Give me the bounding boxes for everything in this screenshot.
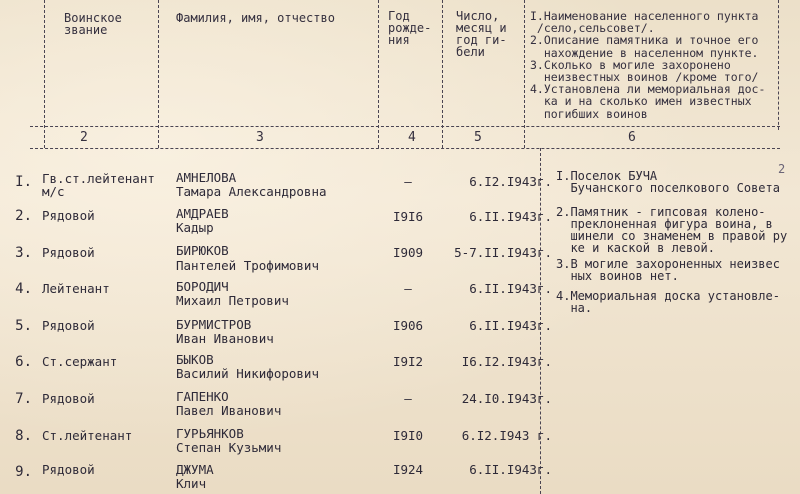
rank: Рядовой [42,391,95,406]
rank: Рядовой [42,208,95,223]
header-death-date: Число, месяц и год ги- бели [456,9,507,59]
surname: АМДРАЕВ [176,206,229,221]
header-rule [30,148,780,149]
death-date: 6.I2.I943 г. [461,428,552,443]
given-names: Тамара Александровна [176,184,327,199]
header-burial-info: I.Наименование населенного пункта /село,сельсовет/. 2.Описание памятника и точное его нахождение в населенном пункте. 3.Сколько в могиле захоронено неизвестных воинов /кроме того/ 4.Установлена ли мемориальная дос- ка и на сколько имен известных погибших воинов [530,9,766,121]
birth-year: I909 [392,245,424,260]
note-monument: 2.Памятник - гипсовая коленo- преклоненная фигура воина, в шинели со знаменем в правой ру ке и каской в левой. [556,205,788,255]
given-names: Кадыр [176,220,214,235]
header-rank: Воинское звание [64,11,122,37]
surname: ГАПЕНКО [176,389,229,404]
given-names: Клич [176,476,207,491]
given-names: Степан Кузьмич [176,440,282,455]
death-date: 6.II.I943г. [469,462,552,477]
row-number: 4. [15,281,32,297]
given-names: Пантелей Трофимович [176,258,319,273]
column-number-5: 5 [474,130,482,145]
rank: Рядовой [42,245,95,260]
birth-year: — [404,174,412,189]
death-date: 6.II.I943г. [469,318,552,333]
rank: Ст.сержант [42,354,118,369]
note-locality: I.Поселок БУЧА Бучанского поселкового Совета [556,169,780,195]
header-birth-year: Год рожде- ния [388,9,432,47]
column-number-4: 4 [408,130,416,145]
surname: БЫКОВ [176,352,214,367]
row-number: 9. [15,464,32,480]
surname: БУРМИСТРОВ [176,317,252,332]
birth-year: I9I2 [392,354,424,369]
given-names: Василий Никифорович [176,366,319,381]
note-memorial-plaque: 4.Мемориальная доска установле- на. [556,289,780,315]
birth-year: I924 [392,462,424,477]
given-names: Павел Иванович [176,403,282,418]
surname: ДЖУМА [176,462,214,477]
header-rule [30,126,780,127]
birth-year: — [404,281,412,296]
given-names: Михаил Петрович [176,293,289,308]
page-mark: 2 [778,162,786,176]
birth-year: I906 [392,318,424,333]
column-number-6: 6 [628,130,636,145]
column-number-3: 3 [256,130,264,145]
row-number: I. [15,174,32,190]
rank: Гв.ст.лейтенант м/с [42,171,155,199]
surname: БОРОДИЧ [176,279,229,294]
row-number: 6. [15,354,32,370]
column-number-2: 2 [80,130,88,145]
birth-year: I9I6 [392,209,424,224]
surname: ГУРЬЯНКОВ [176,426,244,441]
death-date: 6.II.I943г. [469,209,552,224]
birth-year: — [404,391,412,406]
row-number: 5. [15,318,32,334]
rank: Лейтенант [42,281,110,296]
column-divider [778,0,779,130]
row-number: 3. [15,245,32,261]
birth-year: I9I0 [392,428,424,443]
rank: Рядовой [42,318,95,333]
given-names: Иван Иванович [176,331,274,346]
header-name: Фамилия, имя, отчество [176,11,335,25]
death-date: 24.I0.I943г. [461,391,552,406]
surname: БИРЮКОВ [176,243,229,258]
rank: Рядовой [42,462,95,477]
death-date: 5-7.II.I943г. [454,245,552,260]
row-number: 8. [15,428,32,444]
row-number: 7. [15,391,32,407]
note-unknown-soldiers: 3.В могиле захороненных неизвес ных воинов нет. [556,257,780,283]
row-number: 2. [15,208,32,224]
surname: АМНЕЛОВА [176,170,237,185]
death-date: 6.I2.I943г. [469,174,552,189]
death-date: 6.II.I943г. [469,281,552,296]
death-date: I6.I2.I943г. [461,354,552,369]
rank: Ст.лейтенант [42,428,133,443]
